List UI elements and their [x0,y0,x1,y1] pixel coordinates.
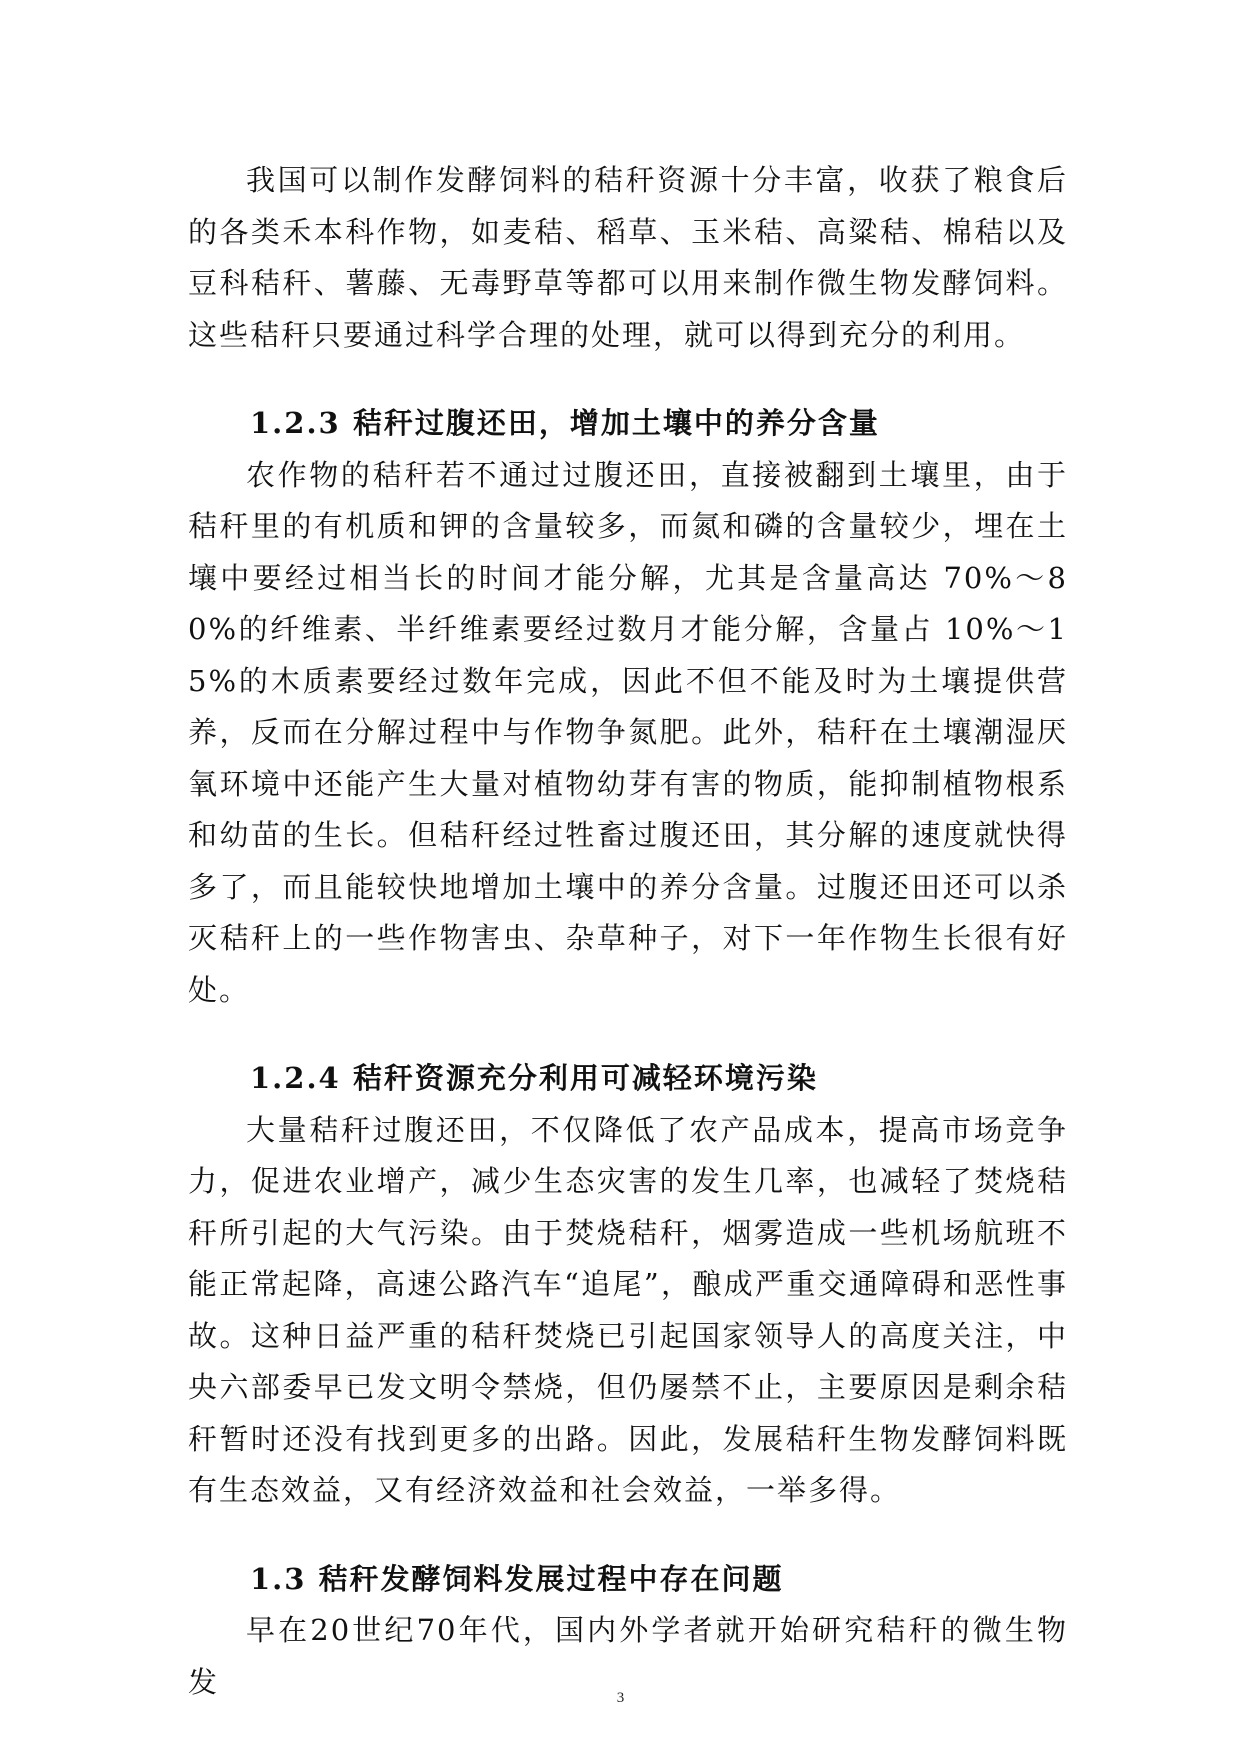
heading-1-2-3: 1.2.3 秸秆过腹还田，增加土壤中的养分含量 [250,406,880,440]
paragraph-development-problems: 早在20世纪70年代，国内外学者就开始研究秸秆的微生物发 [188,1613,1068,1699]
heading-1-3: 1.3 秸秆发酵饲料发展过程中存在问题 [250,1561,784,1596]
paragraph-straw-resources: 我国可以制作发酵饲料的秸秆资源十分丰富，收获了粮食后的各类禾本科作物，如麦秸、稻草、玉米秸、高粱秸、棉秸以及豆科秸秆、薯藤、无毒野草等都可以用来制作微生物发酵饲料。这些秸秆只要通过科学合理的处理，就可以得到充分的利用。 [188,163,1068,352]
page-number: 3 [616,1690,625,1706]
paragraph-straw-returning: 农作物的秸秆若不通过过腹还田，直接被翻到土壤里，由于秸秆里的有机质和钾的含量较多，而氮和磷的含量较少，埋在土壤中要经过相当长的时间才能分解，尤其是含量高达 70%～80%的纤维素、半纤维素要经过数月才能分解，含量占 10%～15%的木质素要经过数年完成，因此不但不能及时为土壤提供营养，反而在分解过程中与作物争氮肥。此外，秸秆在土壤潮湿厌氧环境中还能产生大量对植物幼芽有害的物质，能抑制植物根系和幼苗的生长。但秸秆经过牲畜过腹还田，其分解的速度就快得多了，而且能较快地增加土壤中的养分含量。过腹还田还可以杀灭秸秆上的一些作物害虫、杂草种子，对下一年作物生长很有好处。 [188,457,1068,1007]
paragraph-pollution-reduction: 大量秸秆过腹还田，不仅降低了农产品成本，提高市场竞争力，促进农业增产，减少生态灾害的发生几率，也减轻了焚烧秸秆所引起的大气污染。由于焚烧秸秆，烟雾造成一些机场航班不能正常起降，高速公路汽车“追尾”，酿成严重交通障碍和恶性事故。这种日益严重的秸秆焚烧已引起国家领导人的高度关注，中央六部委早已发文明令禁烧，但仍屡禁不止，主要原因是剩余秸秆暂时还没有找到更多的出路。因此，发展秸秆生物发酵饲料既有生态效益，又有经济效益和社会效益，一举多得。 [188,1112,1068,1507]
page-body [188,155,1068,1708]
heading-1-2-4: 1.2.4 秸秆资源充分利用可减轻环境污染 [250,1061,818,1095]
